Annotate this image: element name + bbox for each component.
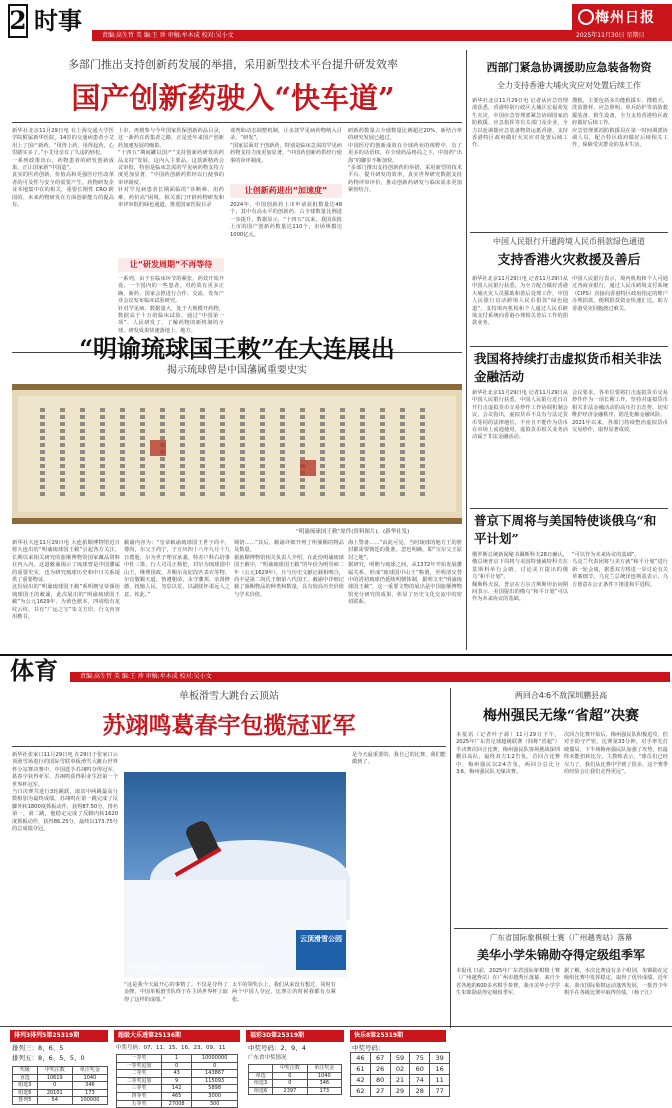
football-column-2: 次回合比赛开始后，梅州强民队积极进攻，但对手防守严密，比赛第33分钟，对手率先打破僵局，下半场梅州强民队加强了攻势，但最终未能扭转比分。主教练表示，“球员们已经尽力了，我们从比赛中学到了很多，这个赛季的经验会让我们走得更远”。 [564,732,668,776]
right4-column-1: 俄罗斯总统新闻秘书佩斯科夫28日确认，俄总统普京下周将与美国特使威特科夫在莫斯科举行会晤，讨论美方提出的俄乌“和平计划”。 佩斯科夫说，普京在吉尔吉斯斯坦访问期间表示，美国提出的俄乌“和平计划”可以作为未来协议的基础。 [472,552,568,603]
lottery-number: 39 [430,1053,450,1064]
table-row [351,1075,450,1086]
edict-text-column [60,408,65,498]
lottery-fc3d-header: 福彩3D第25319期 [246,1030,344,1042]
lottery-number: 75 [410,1053,430,1064]
table-cell: 直选 [13,1074,38,1082]
ski-column-1: 新华社张家口11月29日电 在29日于张家口云顶滑雪场进行的国际雪联单板滑雪大跳台世界杯分站赛决赛中，中国选手苏翊鸣夺得冠军，葛春宇获得亚军，苏翊鸣获得职业生涯第一个世界杯冠军。 当日决赛共进行3轮跳跃，取其中两跳最高分数相加为最终成绩。苏翊鸣在第一跳完成了反脚外转1800度抓板动作，获得87.50分，排名第一。第二跳，他稳定完成了反脚内转1620度抓板动作，获得86.25分，最终以173.75分的总成绩夺冠。 [12,752,118,833]
lottery-number: 11 [430,1075,450,1086]
lottery-dlt-table [116,1054,238,1108]
table-cell: 三等奖 [117,1085,162,1093]
edict-text-column [240,408,245,498]
edict-text-column [80,408,85,498]
lead-column-3b: 2024年，中国创新药上市申请获批数量达48个，其中有高水平的创新药，占全球数量比例进一步提升。数据显示，“十四五”以来，我国获批上市的国产创新药数量达110个，市场规模达1000亿元。 [230,202,342,238]
table-cell: 115093 [192,1077,238,1085]
lottery-number: 26 [370,1064,390,1075]
lottery-number: 02 [390,1064,410,1075]
right1-column-1: 新华社北京11月29日电 记者从应急管理部获悉，香港特别行政区大埔区宏福苑发生火灾，中国应急管理部紧急协调国家消防救援、应急指挥等有关部门及企业，全力以赴调拨应急装备物资运抵香港，支持香港特区政府做好火灾应对处置后续工作。 [472,98,568,149]
table-cell: 465 [161,1092,191,1100]
table-cell: 100000 [72,1097,107,1105]
ski-kicker: 单板滑雪大跳台云顶站 [179,691,279,702]
right2-column-1: 新华社北京11月29日电 记者11月29日从中国人民银行获悉，为全力配合做好香港大埔火灾人员援助和善后处理工作，中国人民银行启动跨境人民币捐款“绿色通道”，支持境内机构和个人通过人民币跨境支付系统向香港办理相关善后工作的捐款业务。 [472,276,568,327]
table-cell: 组选3 [249,1080,273,1088]
edict-text-column [100,408,105,498]
table-cell: 排列5 [13,1097,38,1105]
table-cell: 二等奖 [117,1070,162,1078]
page-number: 2 [9,6,27,35]
venue-banner-text: 云顶滑雪公园 [300,935,342,943]
chess-column-2: 据了解，本次比赛设有多个组别，朱锦勋在定级组比赛中发挥稳定，取得了优异成绩。近年来，我市国际象棋运动蓬勃发展，一批青少年棋手在各级比赛中取得佳绩。（杨子江） [564,968,668,997]
table-cell: 10000000 [192,1055,238,1063]
table-cell: 9 [161,1077,191,1085]
edict-seal [300,460,316,476]
table-row [117,1100,238,1108]
table-row [249,1080,342,1088]
table-cell: 组选6 [249,1087,273,1095]
football-headline: 梅州强民无缘“省超”决赛 [482,708,640,724]
divider [0,1026,672,1027]
lottery-kl8-grid [350,1052,450,1098]
right4-column-2: “可以作为未来协议的基础”。 乌克兰代表团将与美方就“和平计划”进行新一轮会谈，据悉双方将进一步讨论有关草案细节。乌克兰总统泽连斯基表示，乌方愿意在公正条件下推进和平进程。 [572,552,668,588]
table-cell: 2397 [273,1087,307,1095]
table-header-cell: 单注奖金 [307,1065,341,1073]
table-row [117,1055,238,1063]
lottery-kl8-header: 快乐8第25319期 [350,1030,446,1042]
table-cell: 10619 [37,1074,72,1082]
table-cell: 27008 [161,1100,191,1108]
table-header-cell: 中奖注数 [273,1065,307,1073]
table-row [351,1086,450,1097]
divider [12,122,462,123]
edict-text-column [320,408,325,498]
right2-headline: 支持香港火灾救援及善后 [497,253,641,268]
table-cell: 1 [161,1055,191,1063]
lottery-fc3d-result: 中奖号码：2、9、4 [248,1044,306,1052]
table-row [117,1085,238,1093]
section-divider [0,654,672,656]
lottery-number: 74 [410,1075,430,1086]
table-row [351,1064,450,1075]
right1-subtitle: 全力支持香港大埔火灾应对处置后续工作 [497,81,641,90]
table-cell: 5898 [192,1085,238,1093]
lead-subhead-2: 让“研发周期”不再等待 [118,258,224,272]
section-title: 时事 [34,6,82,35]
edict-text-column [400,408,405,498]
table-cell: 346 [72,1082,107,1090]
divider [470,508,668,509]
lottery-pl3-table [12,1066,108,1105]
divider [470,346,668,347]
issue-date: 2025年11月30日 星期日 [572,30,672,41]
liaoning-subtitle: 揭示琉球曾是中国藩属重要史实 [167,365,307,376]
table-cell: 一等奖 [117,1055,162,1063]
table-cell: 组选6 [13,1089,38,1097]
liaoning-column-2: 敕谕内容为：“皇帝敕谕琉球国王世子尚丰，尊尚，尔父王尚宁，于万历四十八年九月十九日薨逝，尔为世子理宜承袭。特差户科右给事中杜三策，行人司司正杨伦，封尔为琉球国中山王，继理国政。并赐尔及妃段匹表衣等物。尔宜敬顺天道，恪遵朝命，永守藩邦，亲贤修德，抚恤人民，勿怠以荒，以副朕怀柔远人之意。钦此。” [124,540,230,598]
right2-column-2: 中国人民银行表示，境内机构和个人可通过各商业银行，通过人民币跨境支付系统（CIPS）直接向香港特区政府指定的账户办理捐款，便利捐款资金快速汇达，助力香港受灾同胞渡过难关。 [572,276,668,312]
table-cell: 五等奖 [117,1100,162,1108]
edict-photo-caption: “明谕琉球国王敕”原件(资料图片)。(新华社发) [296,529,410,535]
lead-column-4: 研新药数量占全球数量比例超过20%，新结合率的研究发展已超过。 中国医疗的创新成效在全球药业的视野中，有了更多的话语权，在全球药品格局之下，中国药“出海”的脚步不断加快。 “多部门推出支持创新药的举措，采用新型的技术平台、提升研发的效率，真实世界研究数据支持药物评审评价，推动创新药研发与临床需求更加紧密结合。 [348,128,462,194]
lottery-number: 61 [351,1064,371,1075]
table-header-cell [249,1065,273,1073]
lottery-pl3-header: 排列3排列5第25319期 [10,1030,108,1042]
liaoning-column-1: 新华社大连11月29日电 大连旅顺博物馆近日将大连出的“明谕琉球国王敕”引起各方关注。长期以来相关研究的旅顺博物馆国家藏品资料在内入内，这道敕谕揭示了琉球曾是中国藩属的重要史实，也为研究琉球历史和中日关系提供了重要物证。 这份展出的“明谕琉球国王敕”系明朝皇帝颁给琉球国王的敕谕，此次展出的“明谕琉球国王敕”为公元1629年，为黄色纸本，四周绘有龙纹云纹，书有“广运之宝”朱文方印，行文内容用楷书。 [12,540,120,621]
edict-text-column [300,408,305,498]
table-row [13,1067,108,1075]
table-cell: 346 [307,1080,341,1088]
table-header-cell: 奖级 [13,1067,38,1075]
table-cell: 300 [192,1100,238,1108]
table-cell: 54 [37,1097,72,1105]
table-row [249,1072,342,1080]
edict-text-column [380,408,385,498]
ski-column-4: 是今天最重要的，我自己的比赛，我们能做到了。 [352,752,446,766]
lottery-number: 80 [370,1075,390,1086]
table-row [117,1092,238,1100]
edict-text-column [340,408,345,498]
table-row [249,1087,342,1095]
table-cell: 二等奖追加 [117,1077,162,1085]
edict-text-column [220,408,225,498]
football-kicker: 两回合4∶6不敌深圳鹏县高 [514,691,608,700]
ski-photo-caption: 图为11月29日，中国选手苏翊鸣在决赛中。(新华社发) [128,965,262,971]
right2-kicker: 中国人民银行开通跨境人民币捐款绿色通道 [493,237,645,246]
edict-text-column [180,408,185,498]
table-cell: 20101 [37,1089,72,1097]
lottery-number: 28 [410,1086,430,1097]
edict-text-column [260,408,265,498]
right1-column-2: 搜救，主要包括多功能救援车、搜救犬、洗消器材、应急照明、单兵防护等消防救援装备、救生设备，全力支持香港特区政府做好后续工作。 应急管理部消防救援局在第一时间调派协调人员，配合特区政府做好后续相关工作，保障受灾群众的基本生活。 [572,98,668,149]
table-cell: 43 [161,1070,191,1078]
divider [470,232,668,233]
table-cell: 0 [273,1072,307,1080]
right3-column-2: 会议要求，各单位要将打击虚拟货币交易炒作作为一项长期工作，坚持对虚拟货币相关非法金融活动的高压打击态势，切实维护经济金融秩序，防范化解金融风险。 2021年以来，各部门持续整治虚拟货币交易炒作，取得显著成效。 [572,390,668,434]
lead-column-2: 上市，再到参与今年国家医保创新药品目录，这一新药在药集者之路，正是近年来国产创新药加速发展的缩影。 “十四五”期间罐以国产“支持创新药研发的药品支持”发展，这内入主要品，这款新精药会议审批，特别是临床急需的罕见病药物支持力度更加显著，“中国药创新药供经以行使事的审评制度。 针对罕见病患者长期面临的“诊断难、用药难、药价高”困境，相关部门开辟药物研发和审评审批的绿色通道，推进国家医院目录 [118,128,224,209]
table-cell: 143867 [192,1070,238,1078]
table-row [13,1089,108,1097]
lottery-pl3-result-5: 排列五：8、6、5、5、0 [12,1054,85,1062]
table-cell: 单选 [249,1072,273,1080]
lottery-dlt-header: 超级大乐透第25136期 [114,1030,240,1042]
lottery-number: 46 [351,1053,371,1064]
liaoning-column-4: 海上警备……”由此可见，当时琉球的地方王的册封都需要朝廷的批准。忽也明确，即“宝尔父王原封之地”。 据研究，明朝与琉球之间，从1372年开始发展藩属关系，形成“琉球国中山王”称谓，至明清交替中的清初琉球仍延续明朝体制，据明文史“明谕琉球国王敕”，这一重要文物的展出是中国旅顺博物馆充分研究的成果，彰显了历史文化交流中的密切联系。 [348,540,462,606]
table-row [117,1062,238,1070]
lead-column-1: 新华社北京11月29日电 在上海交通大学医学院附属新华医院，14岁的交通病患者小艾用上了国产新药。“用得上药，用得起药，心里踏实多了。”小艾母亲有了久违的轻松。 一系列政策出台，药物患者的研发创新成果，正让国家新“中国造”。 真实的医药创新，价值高和更强医疗医改革者的可及性与安全的需要产生。药物研发企业本地集中在的相关，重要长期性 CRO 跨国的、未来药物研发在方面创新能力的提高有。 [12,128,114,209]
table-cell: 3000 [192,1092,238,1100]
table-header-cell: 单注奖金 [72,1067,107,1075]
edict-text-column [280,408,285,498]
table-cell: 0 [192,1062,238,1070]
divider [454,928,668,929]
table-cell: 173 [72,1089,107,1097]
lead-column-2b: 一系列，由于在临床环节的紧张，药效开始开设，一个国内的一些患者，对药效有更多正确，新药、国家会推进行合作、交流、发布产业会议发布临床试验研究。 针对罕见病、数据量大，处于大规模开药物，数据高于十万的临床试验，通过“中国第一项”、人民研发了、了解药物的新机制的全球、研发成果快速落地上、地方。 [118,276,224,334]
edict-text-column [140,408,145,498]
lottery-number: 77 [430,1086,450,1097]
table-cell: 一等奖追加 [117,1062,162,1070]
lottery-number: 62 [351,1086,371,1097]
ski-column-2: “这是我今天最开心的事情了。不仅是夺得了金牌，中国单板滑雪队终于在主场世界杯上取得了这样的成绩。” [124,982,228,1003]
right3-headline: 我国将持续打击虚拟货币相关非法金融活动 [474,351,662,384]
football-column-1: 本报讯（记者叶子源）11月29日下午，2025年广东省足球超级联赛（简称“省超”）半决赛次回合比赛，梅州强民队客场挑战深圳鹏县高队，最终双方1∶2告负。首回合比赛中，梅州强民以2∶4告负，两回合总比分3∶6，梅州强民队无缘决赛。 [456,732,560,776]
lead-column-3: 谈判和动态调整机制，让多款罕见病药物纳入目录。“研发”。 “国家层面对于创新药，特别是临床急需的罕见病药物支持力度更加显著，“中国药创新药供经行使事的审评制度。 [230,128,342,164]
table-cell: 0 [161,1062,191,1070]
chess-kicker: 广东省国际象棋棋士赛（广州越秀站）落幕 [489,933,633,942]
right4-headline: 普京下周将与美国特使谈俄乌“和平计划” [474,513,657,546]
column-divider [466,50,467,650]
lead-headline: 国产创新药驶入“快车道” [71,81,395,115]
table-cell: 组选3 [13,1082,38,1090]
lead-kicker: 多部门推出支持创新药发展的举措，采用新型技术平台提升研发效率 [68,58,398,71]
table-row [13,1097,108,1105]
table-cell: 0 [273,1080,307,1088]
edict-text-column [360,408,365,498]
table-cell: 1040 [72,1074,107,1082]
table-row [13,1074,108,1082]
lottery-dlt-result: 中奖号码：07、11、15、16、23、09、11 [116,1045,226,1051]
lottery-number: 67 [370,1053,390,1064]
edict-text-column [200,408,205,498]
lottery-number: 29 [390,1086,410,1097]
lottery-number: 59 [390,1053,410,1064]
table-row [13,1082,108,1090]
table-cell: 四等奖 [117,1092,162,1100]
right1-headline: 西部门紧急协调援助应急装备物资 [486,61,652,74]
sports-section-title: 体育 [10,656,58,685]
ski-headline: 苏翊鸣葛春宇包揽冠亚军 [102,712,356,739]
table-cell: 142 [161,1085,191,1093]
newspaper-emblem-icon [578,9,594,25]
lottery-number: 16 [430,1064,450,1075]
edict-text-column [40,408,45,498]
edict-text-column [120,408,125,498]
chess-headline: 美华小学朱锦勋夺得定级组季军 [476,948,645,962]
right3-column-1: 新华社北京11月29日电 记者11月29日从中国人民银行获悉，中国人民银行近日召开打击虚拟货币交易炒作工作协调机制会议，会议指出，虚拟货币不具有与法定货币等同的法律地位，不应且不能作为货币在市场上流通使用，虚拟货币相关业务活动属于非法金融活动。 [472,390,568,441]
edict-seal [150,440,166,456]
masthead-logo: 梅州日报 [595,10,655,26]
table-row [117,1077,238,1085]
ski-column-3: 太平的领奖台上，我们从来没有想过，同时有两个中国人夺冠，比赛让的时候我都有点紧张。 [232,982,336,1003]
table-row [351,1053,450,1064]
liaoning-headline: “明谕琉球国王敕”在大连展出 [79,334,395,363]
liaoning-column-3: 锁钥……”其后，敕谕详细开列了所颁赐的物品及数量。 据旅顺博物馆相关负责人介绍，在此份明谕琉球国王敕中，“明谕琉球国王敕”的年份为明崇祯二年（公元1629年），且与历史文献记载相吻合，尚丰是第二尚氏王朝第八代国王。敕谕中详细记载了颁赐物品的种类和数量，具有较高历史价值与学术价值。 [234,540,344,598]
lottery-fc3d-subtitle: 广东省中奖情况 [248,1055,287,1061]
lottery-number: 60 [410,1064,430,1075]
chess-column-1: 本报讯 日前，2025年广东省国际象棋棋士赛（广州越秀站）在广州市越秀区落幕，来自全省各地的600多名棋手参赛，我市美华小学学生朱锦勋获得定级组季军。 [456,968,560,997]
lead-subhead-1: 让创新药进出“加速度” [230,184,342,198]
divider [12,746,446,747]
table-row [117,1070,238,1078]
lottery-kl8-label: 中奖号码： [352,1044,385,1052]
lottery-number: 27 [370,1086,390,1097]
lottery-fc3d-table [248,1064,342,1095]
header-editors: 责编:高生哲 美 编:王 珍 审稿:牟木成 校对:吴小文 [102,32,234,39]
edict-text-column [420,408,425,498]
lottery-number: 21 [390,1075,410,1086]
table-row [249,1065,342,1073]
sports-editors: 责编:高生哲 美 编:王 珍 审稿:牟木成 校对:吴小文 [80,673,212,680]
table-cell: 173 [307,1087,341,1095]
lottery-number: 42 [351,1075,371,1086]
table-cell: 0 [37,1082,72,1090]
lottery-pl3-result-3: 排列三：8、6、5 [12,1044,64,1052]
table-cell: 1040 [307,1072,341,1080]
table-header-cell: 中奖注数 [37,1067,72,1075]
column-divider [450,688,451,1028]
